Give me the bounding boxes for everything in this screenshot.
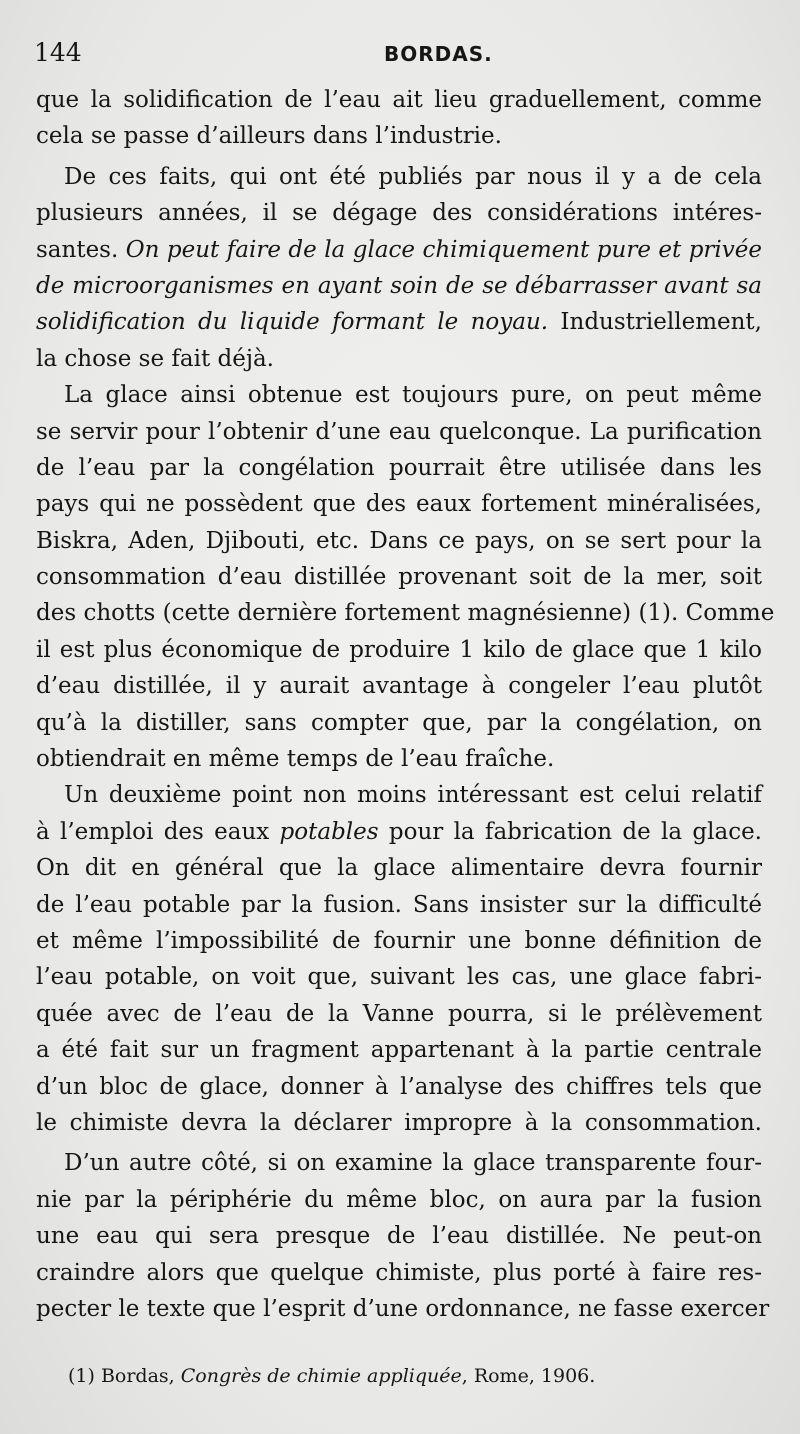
- text-line: [36, 304, 762, 340]
- running-head: BORDAS.: [384, 42, 493, 66]
- text-line: On dit en général que la glace alimentaire devra fournir: [36, 855, 762, 882]
- text-line: de l’eau potable par la fusion. Sans insister sur la difficulté: [36, 891, 762, 918]
- text-line: de l’eau par la congélation pourrait être utilisée dans les: [36, 454, 762, 481]
- text-line: nie par la périphérie du même bloc, on aura par la fusion: [36, 1186, 762, 1213]
- text-line: [36, 814, 762, 850]
- text-line: pays qui ne possèdent que des eaux fortement minéralisées,: [36, 491, 762, 518]
- text-line: qu’à la distiller, sans compter que, par la congélation, on: [36, 709, 762, 736]
- italic-run: solidification du liquide formant le noyau.: [36, 309, 549, 336]
- text-line: a été fait sur un fragment appartenant à la partie centrale: [36, 1037, 762, 1064]
- footnote: [68, 1365, 595, 1387]
- footnote-title: Congrès de chimie appliquée: [180, 1365, 462, 1387]
- page-number: 144: [34, 38, 82, 67]
- text-line: quée avec de l’eau de la Vanne pourra, si le prélèvement: [36, 1000, 762, 1027]
- text-line: La glace ainsi obtenue est toujours pure, on peut même: [64, 382, 762, 409]
- text-line: obtiendrait en même temps de l’eau fraîche.: [36, 746, 555, 773]
- italic-run: On peut faire de la glace chimiquement pure et privée: [125, 236, 763, 263]
- text-line: Un deuxième point non moins intéressant est celui relatif: [64, 782, 762, 809]
- text-line: craindre alors que quelque chimiste, plus porté à faire res-: [36, 1259, 762, 1286]
- italic-run: de microorganismes en ayant soin de se débarrasser avant sa: [36, 272, 762, 299]
- text-line: [36, 268, 762, 304]
- text-line: une eau qui sera presque de l’eau distillée. Ne peut-on: [36, 1223, 762, 1250]
- text-line: il est plus économique de produire 1 kilo de glace que 1 kilo: [36, 636, 762, 663]
- text-line: D’un autre côté, si on examine la glace transparente four-: [64, 1150, 762, 1177]
- text-line: pecter le texte que l’esprit d’une ordonnance, ne fasse exercer: [36, 1295, 770, 1322]
- body-text: [36, 82, 775, 1327]
- italic-run: potables: [279, 818, 379, 845]
- text-line: cela se passe d’ailleurs dans l’industrie.: [36, 123, 502, 150]
- text-run: pour la fabrication de la glace.: [378, 818, 762, 845]
- footnote-rest: , Rome, 1906.: [461, 1365, 596, 1387]
- text-line: l’eau potable, on voit que, suivant les cas, une glace fabri-: [36, 964, 762, 991]
- text-line: le chimiste devra la déclarer impropre à la consommation.: [36, 1109, 762, 1136]
- text-line: De ces faits, qui ont été publiés par nous il y a de cela: [64, 163, 762, 190]
- text-line: des chotts (cette dernière fortement magnésienne) (1). Comme: [36, 600, 775, 627]
- text-line: [36, 232, 762, 268]
- text-line: la chose se fait déjà.: [36, 345, 274, 372]
- text-line: se servir pour l’obtenir d’une eau quelconque. La purification: [36, 418, 762, 445]
- footnote-marker: (1) Bordas,: [68, 1365, 181, 1387]
- text-line: Biskra, Aden, Djibouti, etc. Dans ce pays, on se sert pour la: [36, 527, 762, 554]
- text-line: plusieurs années, il se dégage des considérations intéres-: [36, 200, 762, 227]
- text-line: d’eau distillée, il y aurait avantage à congeler l’eau plutôt: [36, 673, 762, 700]
- text-line: d’un bloc de glace, donner à l’analyse des chiffres tels que: [36, 1073, 762, 1100]
- text-line: et même l’impossibilité de fournir une bonne définition de: [36, 927, 762, 954]
- text-run: à l’emploi des eaux: [36, 818, 280, 845]
- page-header: [34, 38, 760, 72]
- text-line: que la solidification de l’eau ait lieu graduellement, comme: [36, 87, 762, 113]
- text-run: santes.: [36, 236, 126, 263]
- text-run: Industriellement,: [548, 309, 762, 336]
- text-line: consommation d’eau distillée provenant soit de la mer, soit: [36, 564, 762, 591]
